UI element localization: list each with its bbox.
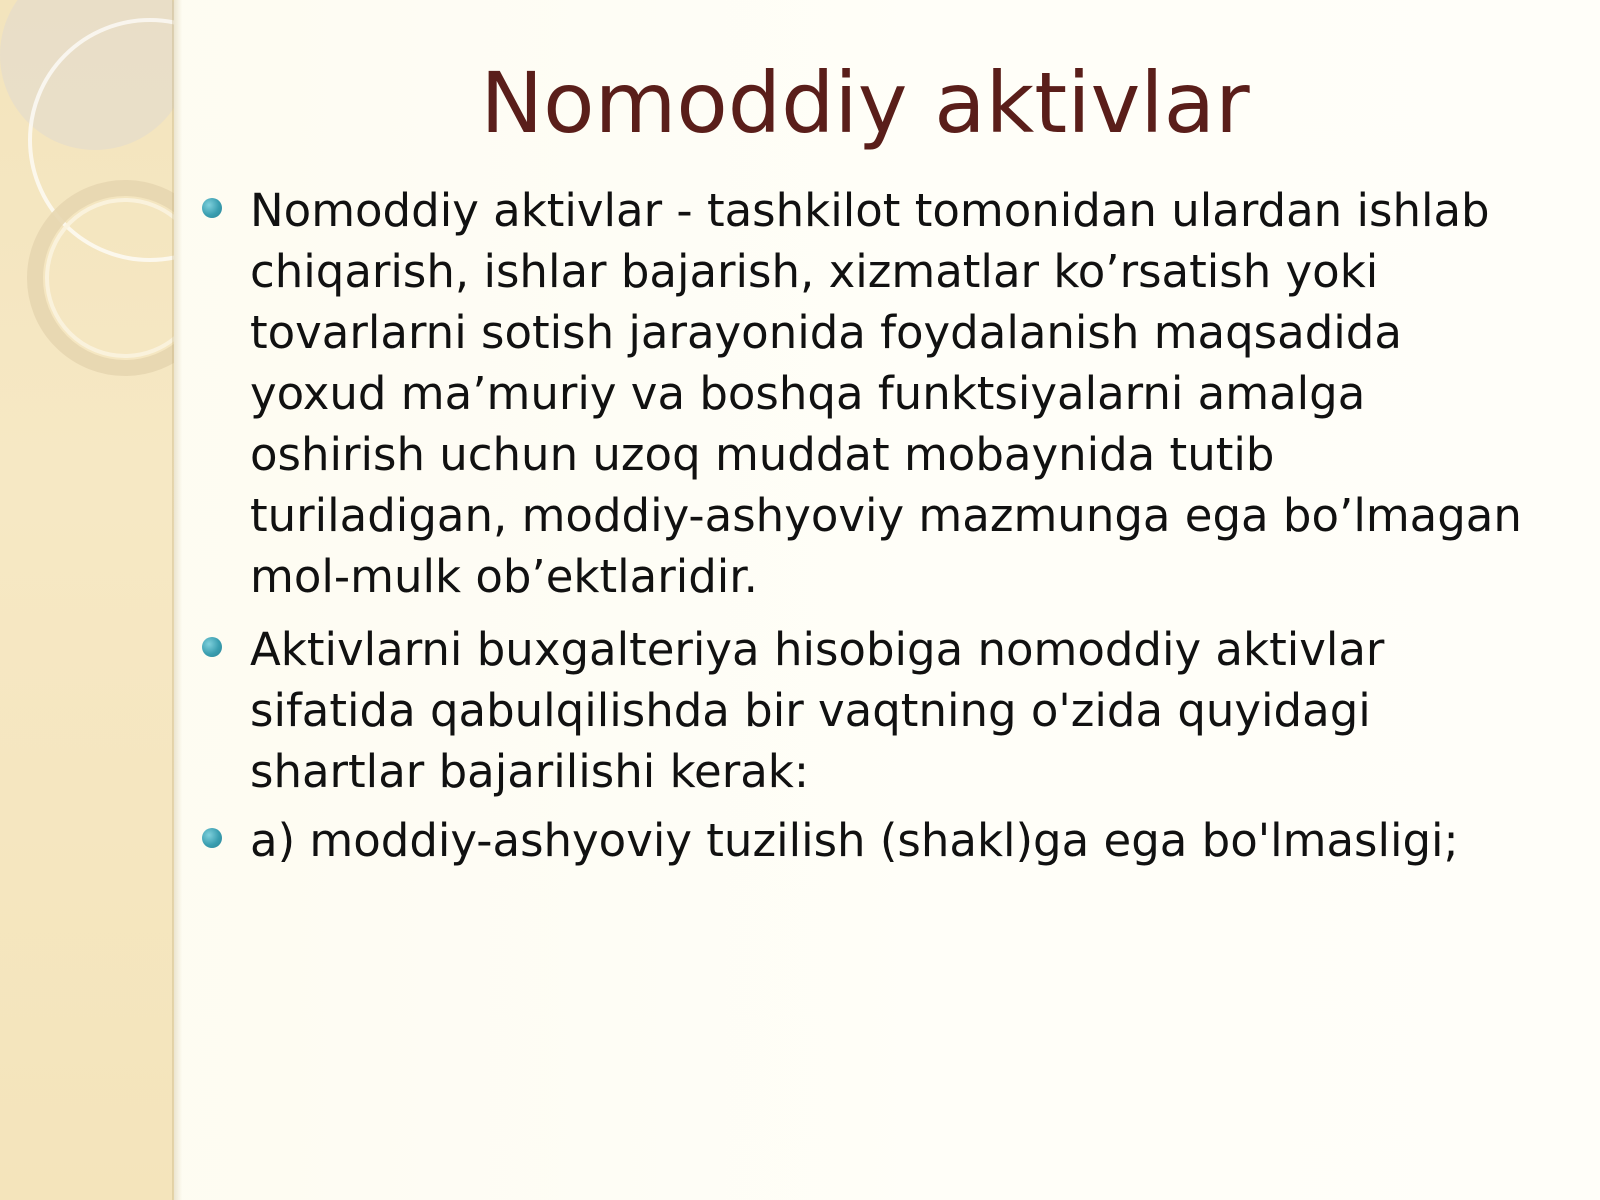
list-item <box>200 619 1540 802</box>
bullet-text: Aktivlarni buxgalteriya hisobiga nomoddiy aktivlar sifatida qabulqilishda bir vaqtning o'zida quyidagi shartlar bajarilishi kerak: <box>250 623 1385 798</box>
decorative-side-band <box>0 0 174 1200</box>
bullet-text: a) moddiy-ashyoviy tuzilish (shakl)ga ega bo'lmasligi; <box>250 814 1459 867</box>
side-band-shadow <box>172 0 182 1200</box>
list-item <box>200 180 1540 607</box>
decorative-rings-icon <box>0 0 174 420</box>
bullet-icon <box>202 198 222 218</box>
bullet-icon <box>202 828 222 848</box>
bullet-list <box>200 180 1540 883</box>
bullet-text: Nomoddiy aktivlar - tashkilot tomonidan ulardan ishlab chiqarish, ishlar bajarish, xizmatlar ko’rsatish yoki tovarlarni sotish jarayonida foydalanish maqsadida yoxud ma’muriy va boshqa funktsiyalarni amalga oshirish uchun uzoq muddat mobaynida tutib turiladigan, moddiy-ashyoviy mazmunga ega bo’lmagan mol-mulk ob’ektlaridir. <box>250 184 1522 603</box>
list-item <box>200 810 1540 871</box>
slide-title: Nomoddiy aktivlar <box>480 54 1250 152</box>
bullet-icon <box>202 637 222 657</box>
